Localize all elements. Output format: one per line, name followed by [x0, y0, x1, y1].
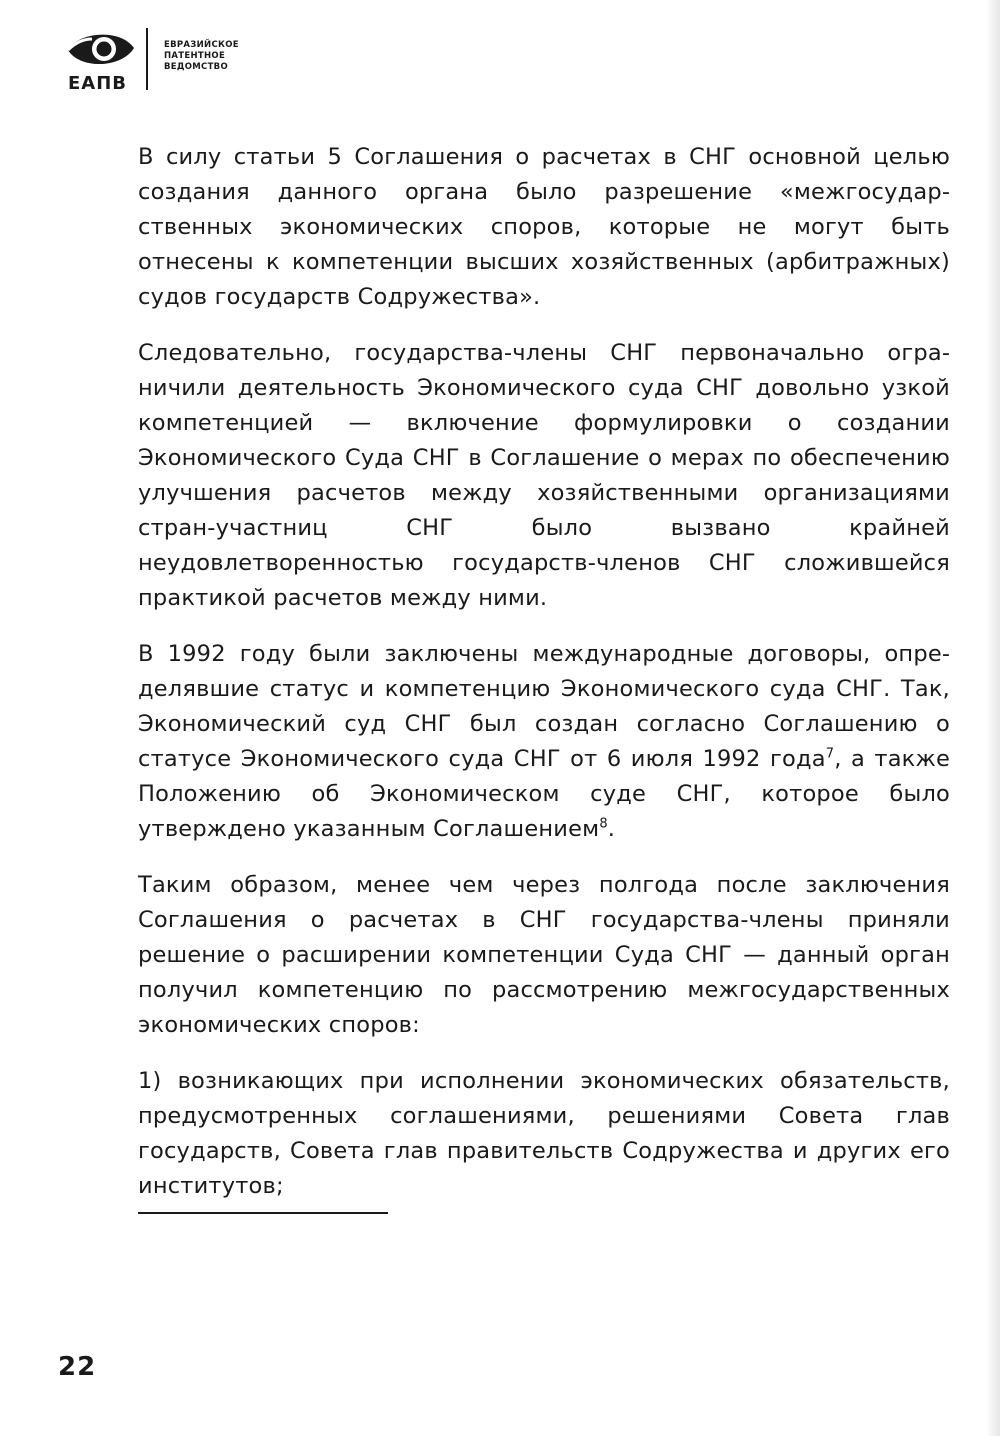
paragraph-1: В силу статьи 5 Соглашения о расчетах в СНГ основной целью создания данного органа было разрешение «межгосударственных экономических споров, которые не могут быть отнесены к компетенции высших хозяйственных (арбитражных) судов государств Содружества». — [138, 144, 950, 310]
page-number: 22 — [58, 1352, 97, 1382]
paragraph-5: 1) возникающих при исполнении экономических обязательств, предусмотренных соглашениями, решениями Совета глав государств, Совета глав правительств Содружества и других его институтов; — [138, 1068, 950, 1199]
org-name-line-2: ПАТЕНТНОЕ — [164, 51, 226, 61]
footnote-separator — [138, 1212, 388, 1214]
eye-emblem-icon — [64, 28, 138, 72]
footnote-ref-8: 8 — [599, 816, 608, 832]
paragraph-3 — [138, 637, 950, 847]
paragraph-3-part-b: , а также Положению об Экономическом суде СНГ, которое было утверждено указанным Соглашением — [138, 746, 950, 842]
body-text — [138, 140, 950, 1204]
paragraph-2: Следовательно, государства-члены СНГ первоначально ограничили деятельность Экономического суда СНГ довольно узкой компетенцией — включение формулировки о создании Экономического Суда СНГ в Соглашение о мерах по обеспечению улучшения расчетов между хозяйственными организациями стран-участниц СНГ было вызвано крайней неудовлетворенностью государств-членов СНГ сложившейся практикой расчетов между ними. — [138, 340, 950, 611]
page-edge-shadow — [986, 0, 1000, 1436]
footnote-ref-7: 7 — [825, 746, 835, 762]
paragraph-3-part-a: В 1992 году были заключены международные договоры, определявшие статус и компетенцию Экономического суда СНГ. Так, Экономический суд СНГ был создан согласно Соглашению о статусе Экономического суда СНГ от 6 июля 1992 года — [138, 641, 950, 772]
logo-divider — [146, 28, 148, 90]
eapo-logo — [62, 22, 242, 94]
org-name-line-3: ВЕДОМСТВО — [164, 62, 228, 72]
paragraph-3-part-c: . — [607, 816, 616, 842]
paragraph-4: Таким образом, менее чем через полгода после заключения Соглашения о расчетах в СНГ государства-члены приняли решение о расширении компетенции Суда СНГ — данный орган получил компетенцию по рассмотрению межгосударственных экономических споров: — [138, 872, 950, 1038]
logo-abbreviation: ЕАПВ — [68, 73, 128, 94]
org-name-line-1: ЕВРАЗИЙСКОЕ — [164, 40, 239, 50]
organization-name — [164, 40, 239, 73]
